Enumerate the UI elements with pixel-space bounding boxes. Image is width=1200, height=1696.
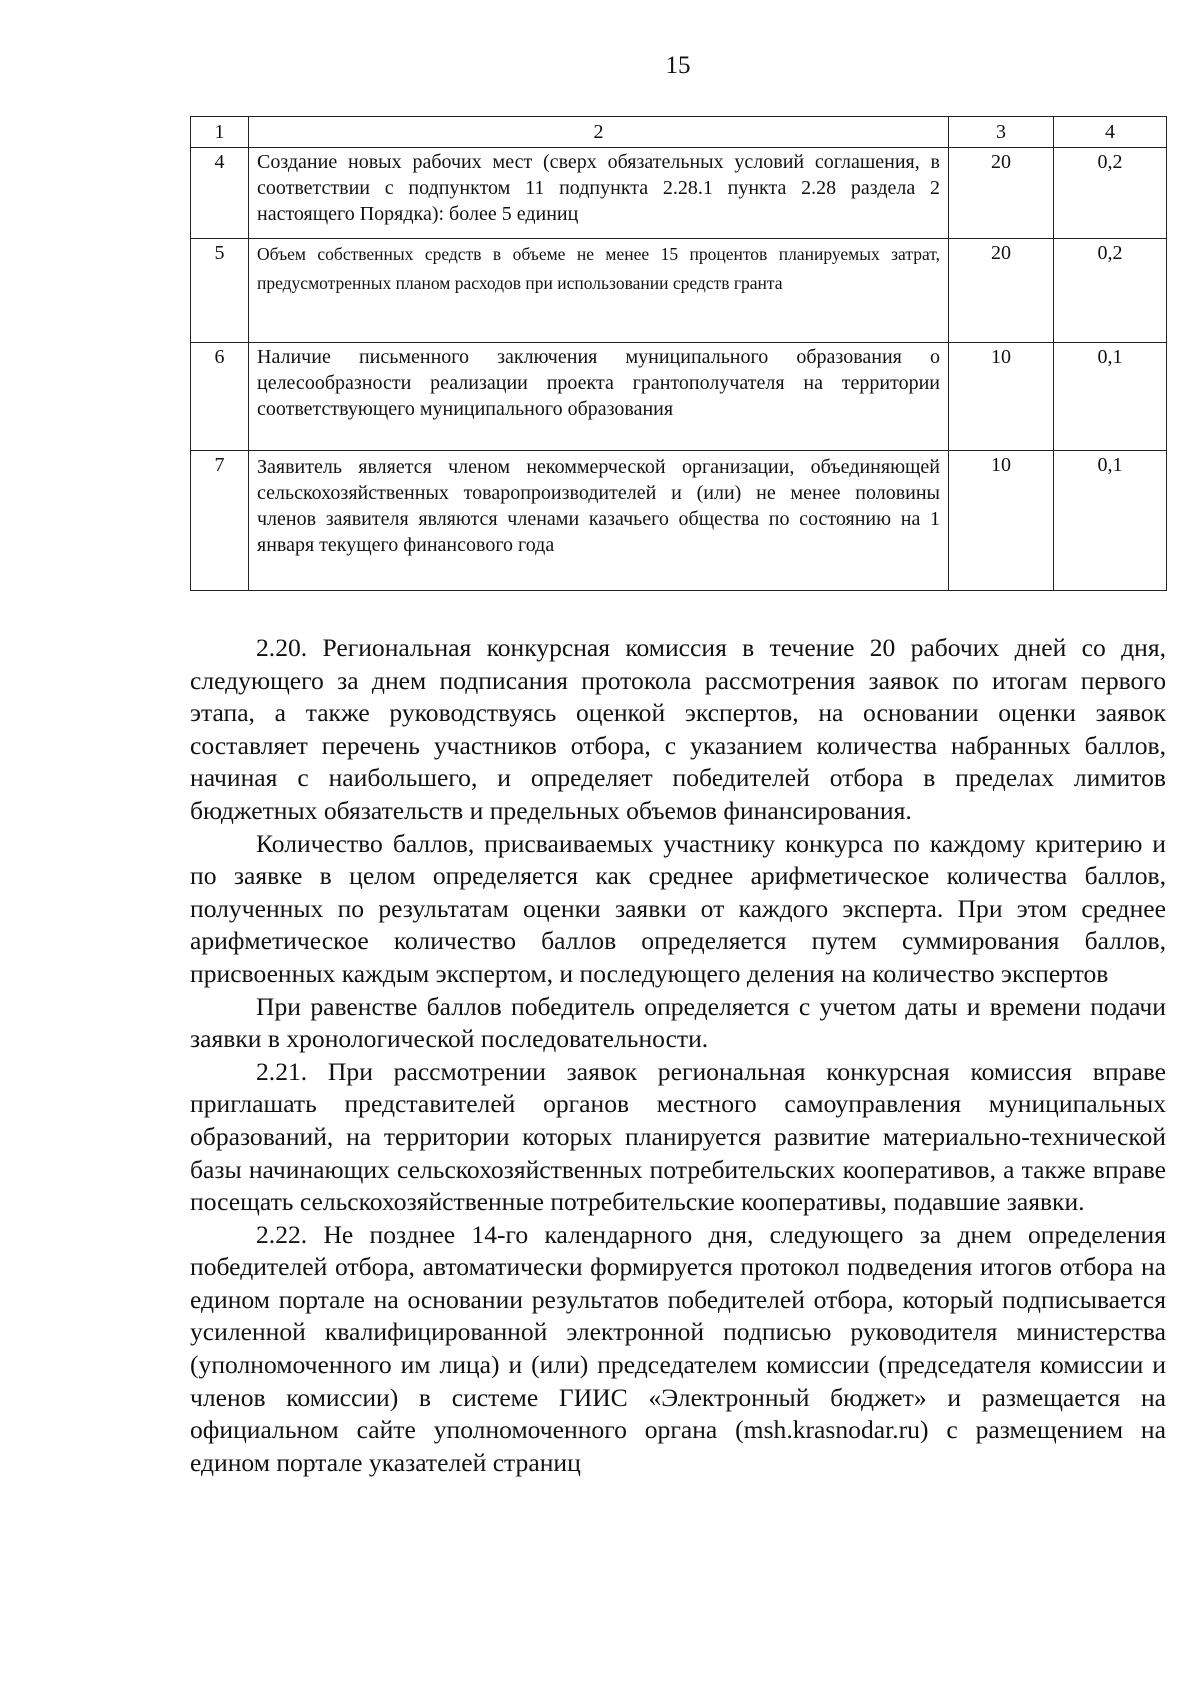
column-header: 4 [1054, 117, 1167, 148]
table-row [191, 148, 1167, 239]
column-header: 1 [191, 117, 249, 148]
criterion-weight: 0,2 [1054, 239, 1167, 343]
criterion-score: 20 [949, 148, 1054, 239]
criterion-text: Заявитель является членом некоммерческой организации, объединяющей сельскохозяйственных товаропроизводителей и (или) не менее половины членов заявителя являются членами казачьего общества по состоянию на 1 января текущего финансового года [249, 451, 949, 591]
criterion-score: 10 [949, 451, 1054, 591]
row-number: 5 [191, 239, 249, 343]
criterion-text: Наличие письменного заключения муниципального образования о целесообразности реализации проекта грантополучателя на территории соответствующего муниципального образования [249, 343, 949, 451]
criterion-weight: 0,2 [1054, 148, 1167, 239]
row-number: 7 [191, 451, 249, 591]
paragraph-score-calculation: Количество баллов, присваиваемых участнику конкурса по каждому критерию и по заявке в целом определяется как среднее арифметическое количества баллов, полученных по результатам оценки заявки от каждого эксперта. При этом среднее арифметическое количество баллов определяется путем суммирования баллов, присвоенных каждым экспертом, и последующего деления на количество экспертов [190, 828, 1166, 988]
paragraph-2-21: 2.21. При рассмотрении заявок региональная конкурсная комиссия вправе приглашать представителей органов местного самоуправления муниципальных образований, на территории которых планируется развитие материально-технической базы начинающих сельскохозяйственных потребительских кооперативов, а также вправе посещать сельскохозяйственные потребительские кооперативы, подавшие заявки. [190, 1056, 1166, 1217]
paragraph-tie-rule: При равенстве баллов победитель определяется с учетом даты и времени подачи заявки в хронологической последовательности. [190, 991, 1166, 1054]
table-row [191, 451, 1167, 591]
criterion-score: 10 [949, 343, 1054, 451]
row-number: 6 [191, 343, 249, 451]
criterion-weight: 0,1 [1054, 343, 1167, 451]
paragraph-2-22: 2.22. Не позднее 14-го календарного дня, следующего за днем определения победителей отбора, автоматически формируется протокол подведения итогов отбора на едином портале на основании результатов победителей отбора, который подписывается усиленной квалифицированной электронной подписью руководителя министерства (уполномоченного им лица) и (или) председателем комиссии (председателя комиссии и членов комиссии) в системе ГИИС «Электронный бюджет» и размещается на официальном сайте уполномоченного органа (msh.krasnodar.ru) с размещением на едином портале указателей страниц [190, 1219, 1166, 1477]
criterion-score: 20 [949, 239, 1054, 343]
table-header-row [191, 117, 1167, 148]
body-text [190, 632, 1166, 1479]
paragraph-2-20: 2.20. Региональная конкурсная комиссия в течение 20 рабочих дней со дня, следующего за днем подписания протокола рассмотрения заявок по итогам первого этапа, а также руководствуясь оценкой экспертов, на основании оценки заявок составляет перечень участников отбора, с указанием количества набранных баллов, начиная с наибольшего, и определяет победителей отбора в пределах лимитов бюджетных обязательств и предельных объемов финансирования. [190, 633, 1166, 825]
page-number: 15 [665, 52, 691, 79]
criterion-weight: 0,1 [1054, 451, 1167, 591]
column-header: 3 [949, 117, 1054, 148]
criterion-text: Объем собственных средств в объеме не менее 15 процентов планируемых затрат, предусмотренных планом расходов при использовании средств гранта [249, 239, 949, 343]
table-row [191, 239, 1167, 343]
row-number: 4 [191, 148, 249, 239]
criteria-table [190, 116, 1167, 591]
criterion-text: Создание новых рабочих мест (сверх обязательных условий соглашения, в соответствии с подпунктом 11 подпункта 2.28.1 пункта 2.28 раздела 2 настоящего Порядка): более 5 единиц [249, 148, 949, 239]
column-header: 2 [249, 117, 949, 148]
table-row [191, 343, 1167, 451]
